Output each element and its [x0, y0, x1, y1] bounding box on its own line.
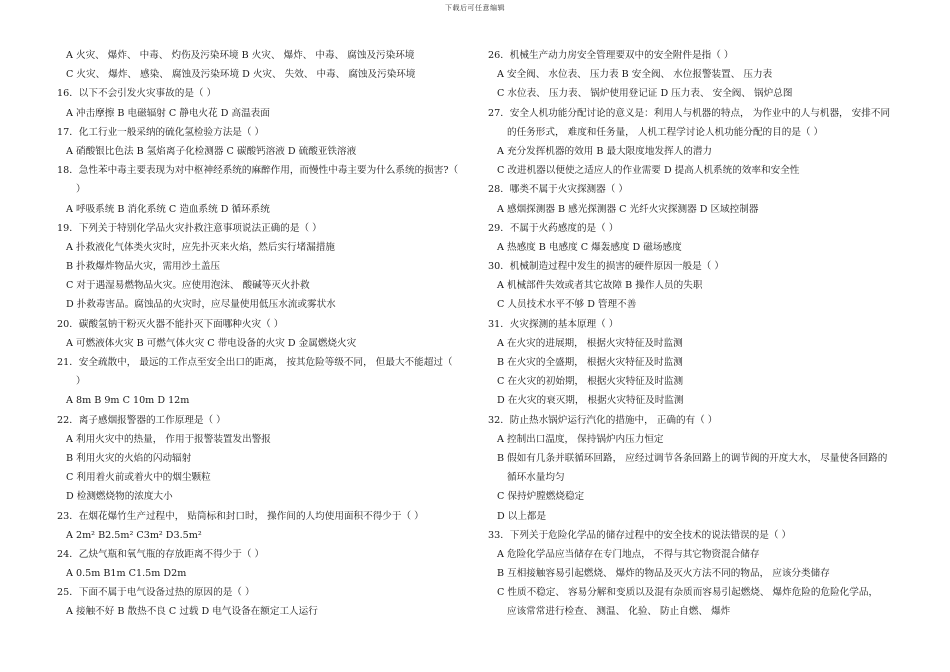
question-stem: 17．化工行业一般采纳的硫化氢检验方法是（ ）	[57, 126, 265, 138]
answer-options: A 热感度 B 电感度 C 爆轰感度 D 磁场感度	[497, 241, 682, 253]
answer-options: C 火灾、 爆炸、 感染、 腐蚀及污染环境 D 火灾、 失效、 中毒、 腐蚀及污染环境	[66, 69, 416, 81]
answer-options: B 假如有几条并联循环回路， 应经过调节各条回路上的调节阀的开度大水， 尽量使各回路的	[497, 452, 888, 464]
question-stem: 21．安全疏散中， 最远的工作点至安全出口的距离， 按其危险等级不同， 但最大不能超过（	[57, 357, 453, 368]
answer-options: B 利用火灾的火焰的闪动辐射	[66, 452, 192, 464]
text-continuation: ）	[76, 184, 86, 196]
question-stem: 32．防止热水锅炉运行汽化的措施中， 正确的有（ ）	[488, 414, 718, 426]
answer-options: C 性质不稳定、 容易分解和变质以及混有杂质而容易引起燃烧、 爆炸危险的危险化学品，	[497, 587, 879, 599]
question-stem: 19．下列关于特别化学品火灾扑救注意事项说法正确的是（ ）	[57, 222, 322, 234]
answer-options: C 改进机器以便使之适应人的作业需要 D 提高人机系统的效率和安全性	[497, 165, 800, 177]
answer-options: A 0.5m B1m C1.5m D2m	[66, 568, 187, 580]
answer-options: A 火灾、 爆炸、 中毒、 灼伤及污染环境 B 火灾、 爆炸、 中毒、 腐蚀及污染环境	[66, 50, 415, 61]
answer-options: A 利用火灾中的热量， 作用于报警装置发出警报	[66, 433, 271, 445]
answer-options: A 充分发挥机器的效用 B 最大限度地发挥人的潜力	[497, 145, 713, 157]
answer-options: C 水位表、 压力表、 锅炉使用登记证 D 压力表、 安全阀、 锅炉总图	[497, 88, 793, 100]
answer-options: B 在火灾的全盛期， 根据火灾特征及时监测	[497, 357, 683, 368]
question-stem: 20．碳酸氢钠干粉灭火器不能扑灭下面哪种火灾（ ）	[57, 318, 284, 330]
answer-options: C 人员技术水平不够 D 管理不善	[497, 299, 637, 311]
question-stem: 22．离子感烟报警器的工作原理是（ ）	[57, 414, 226, 426]
answer-options: A 控制出口温度， 保持锅炉内压力恒定	[497, 433, 664, 445]
right-column	[488, 46, 908, 622]
answer-options: A 2m² B2.5m² C3m² D3.5m²	[66, 529, 202, 541]
answer-options: C 保持炉膛燃烧稳定	[497, 491, 585, 503]
question-stem: 25．下面不属于电气设备过热的原因的是（ ）	[57, 587, 255, 599]
question-stem: 28．哪类不属于火灾探测器（ ）	[488, 184, 628, 196]
answer-options: A 硝酸银比色法 B 氢焰离子化检测器 C 碳酸钙溶液 D 硫酸亚铁溶液	[66, 145, 357, 157]
answer-options: A 扑救液化气体类火灾时，应先扑灭来火焰，然后实行堵漏措施	[66, 241, 336, 253]
answer-options: A 感烟探测器 B 感光探测器 C 光纤火灾探测器 D 区域控制器	[497, 203, 759, 215]
answer-options: B 互相接触容易引起燃烧、 爆炸的物品及灭火方法不同的物品， 应该分类储存	[497, 568, 830, 580]
answer-options: A 在火灾的进展期， 根据火灾特征及时监测	[497, 337, 683, 349]
answer-options: A 安全阀、 水位表、 压力表 B 安全阀、 水位报警装置、 压力表	[497, 69, 773, 81]
text-continuation: 循环水量均匀	[507, 472, 565, 484]
question-stem: 16．以下不会引发火灾事故的是（ ）	[57, 88, 217, 100]
answer-options: D 检测燃烧物的浓度大小	[66, 491, 173, 503]
question-stem: 31．火灾探测的基本原理（ ）	[488, 318, 619, 330]
page-header: 下载后可任意编辑	[445, 4, 505, 12]
question-stem: 27．安全人机功能分配讨论的意义是：利用人与机器的特点， 为作业中的人与机器， 安排不同	[488, 107, 891, 119]
question-stem: 24．乙炔气瓶和氧气瓶的存放距离不得少于（ ）	[57, 548, 265, 560]
text-continuation: ）	[76, 376, 86, 388]
answer-options: D 以上都是	[497, 510, 547, 522]
question-stem: 29．不属于火药感度的是（ ）	[488, 222, 619, 234]
answer-options: A 冲击摩擦 B 电磁辐射 C 静电火花 D 高温表面	[66, 107, 270, 119]
answer-options: C 对于遇湿易燃物品火灾。应使用泡沫、 酸碱等灭火扑救	[66, 280, 310, 292]
answer-options: D 扑救毒害品。腐蚀品的火灾时，应尽量使用低压水流或雾状水	[66, 299, 336, 311]
answer-options: A 呼吸系统 B 消化系统 C 造血系统 D 循环系统	[66, 203, 270, 215]
left-column	[57, 46, 462, 622]
answer-options: B 扑救爆炸物品火灾，需用沙土盖压	[66, 261, 221, 273]
answer-options: A 危险化学品应当储存在专门地点， 不得与其它物资混合储存	[497, 548, 760, 560]
question-stem: 26．机械生产动力房安全管理要双中的安全附件是指（ ）	[488, 50, 734, 61]
answer-options: D 在火灾的衰灭期， 根据火灾特征及时监测	[497, 395, 684, 407]
text-continuation: 的任务形式， 难度和任务量， 人机工程学讨论人机功能分配的目的是（ ）	[507, 126, 824, 138]
answer-options: C 在火灾的初始期， 根据火灾特征及时监测	[497, 376, 684, 388]
question-stem: 23．在烟花爆竹生产过程中， 贴筒标和封口时， 操作间的人均使用面积不得少于（ ）	[57, 510, 424, 522]
question-stem: 33．下列关于危险化学品的储存过程中的安全技术的说法错误的是（ ）	[488, 529, 792, 541]
answer-options: A 接触不好 B 散热不良 C 过载 D 电气设备在额定工人运行	[66, 606, 318, 618]
text-continuation: 应该常常进行检查、 测温、 化验、 防止自燃、 爆炸	[507, 606, 731, 618]
question-stem: 18．急性苯中毒主要表现为对中枢神经系统的麻醉作用，而慢性中毒主要为什么系统的损害?（	[57, 165, 459, 177]
answer-options: A 可燃液体火灾 B 可燃气体火灾 C 带电设备的火灾 D 金属燃烧火灾	[66, 337, 357, 349]
answer-options: C 利用着火前或着火中的烟尘颗粒	[66, 472, 211, 484]
answer-options: A 8m B 9m C 10m D 12m	[66, 395, 190, 407]
question-stem: 30．机械制造过程中发生的损害的硬件原因一般是（ ）	[488, 261, 724, 273]
answer-options: A 机械部件失效或者其它故障 B 操作人员的失职	[497, 280, 703, 292]
